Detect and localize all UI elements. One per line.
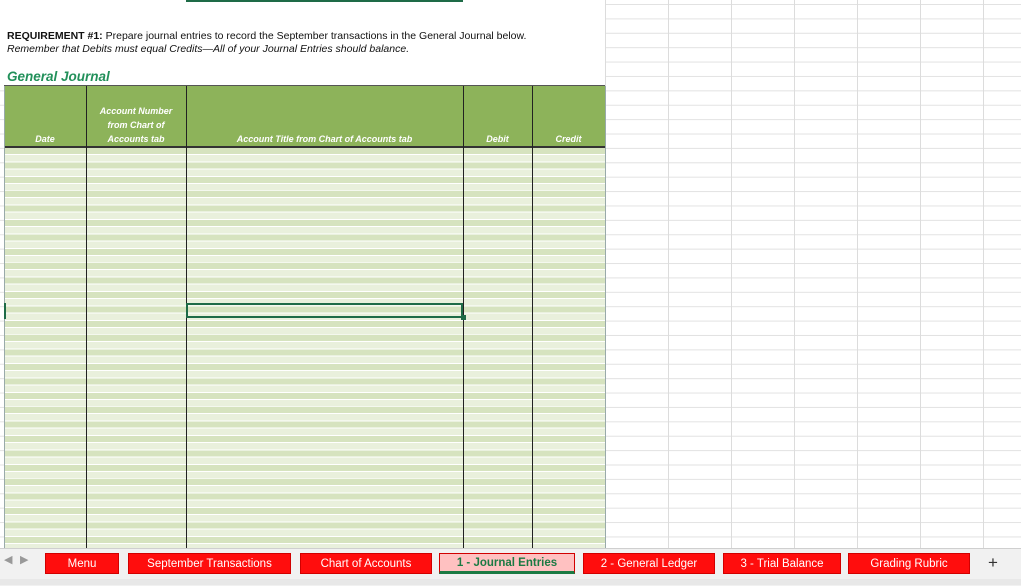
header-debit[interactable]: Debit xyxy=(486,134,509,144)
active-row-indicator xyxy=(4,303,6,319)
header-date[interactable]: Date xyxy=(35,134,55,144)
requirement-note: Remember that Debits must equal Credits—All of your Journal Entries should balance. xyxy=(7,43,410,55)
header-credit[interactable]: Credit xyxy=(555,134,582,144)
fill-handle[interactable] xyxy=(461,315,466,320)
requirement-label: REQUIREMENT #1: xyxy=(7,30,103,42)
tab-chart-of-accounts[interactable]: Chart of Accounts xyxy=(300,553,432,574)
top-border-line xyxy=(186,0,463,2)
tab-september-transactions[interactable]: September Transactions xyxy=(128,553,291,574)
requirement-body: Prepare journal entries to record the September transactions in the General Journal below. xyxy=(102,30,527,42)
header-account-title[interactable]: Account Title from Chart of Accounts tab xyxy=(236,134,413,144)
column-divider xyxy=(86,86,87,548)
tab-menu[interactable]: Menu xyxy=(45,553,119,574)
header-account-number-line3: Accounts tab xyxy=(107,134,165,144)
header-account-number-line1: Account Number xyxy=(99,106,173,116)
requirement-text[interactable] xyxy=(7,30,526,56)
tab-trial-balance[interactable]: 3 - Trial Balance xyxy=(723,553,841,574)
column-divider xyxy=(605,86,606,548)
add-sheet-icon[interactable]: + xyxy=(988,553,998,572)
header-account-number[interactable] xyxy=(86,86,186,146)
selected-cell[interactable] xyxy=(186,303,463,318)
prev-sheet-icon[interactable]: ◀ xyxy=(4,554,13,566)
status-bar xyxy=(0,579,1021,585)
next-sheet-icon[interactable]: ▶ xyxy=(20,554,29,566)
journal-entry-rows[interactable] xyxy=(4,148,605,548)
tab-journal-entries[interactable]: 1 - Journal Entries xyxy=(439,553,575,574)
header-account-number-line2: from Chart of xyxy=(107,120,165,130)
column-divider xyxy=(532,86,533,548)
tab-general-ledger[interactable]: 2 - General Ledger xyxy=(583,553,715,574)
tab-grading-rubric[interactable]: Grading Rubric xyxy=(848,553,970,574)
general-journal-title[interactable]: General Journal xyxy=(7,69,110,84)
journal-header-row xyxy=(4,86,605,148)
